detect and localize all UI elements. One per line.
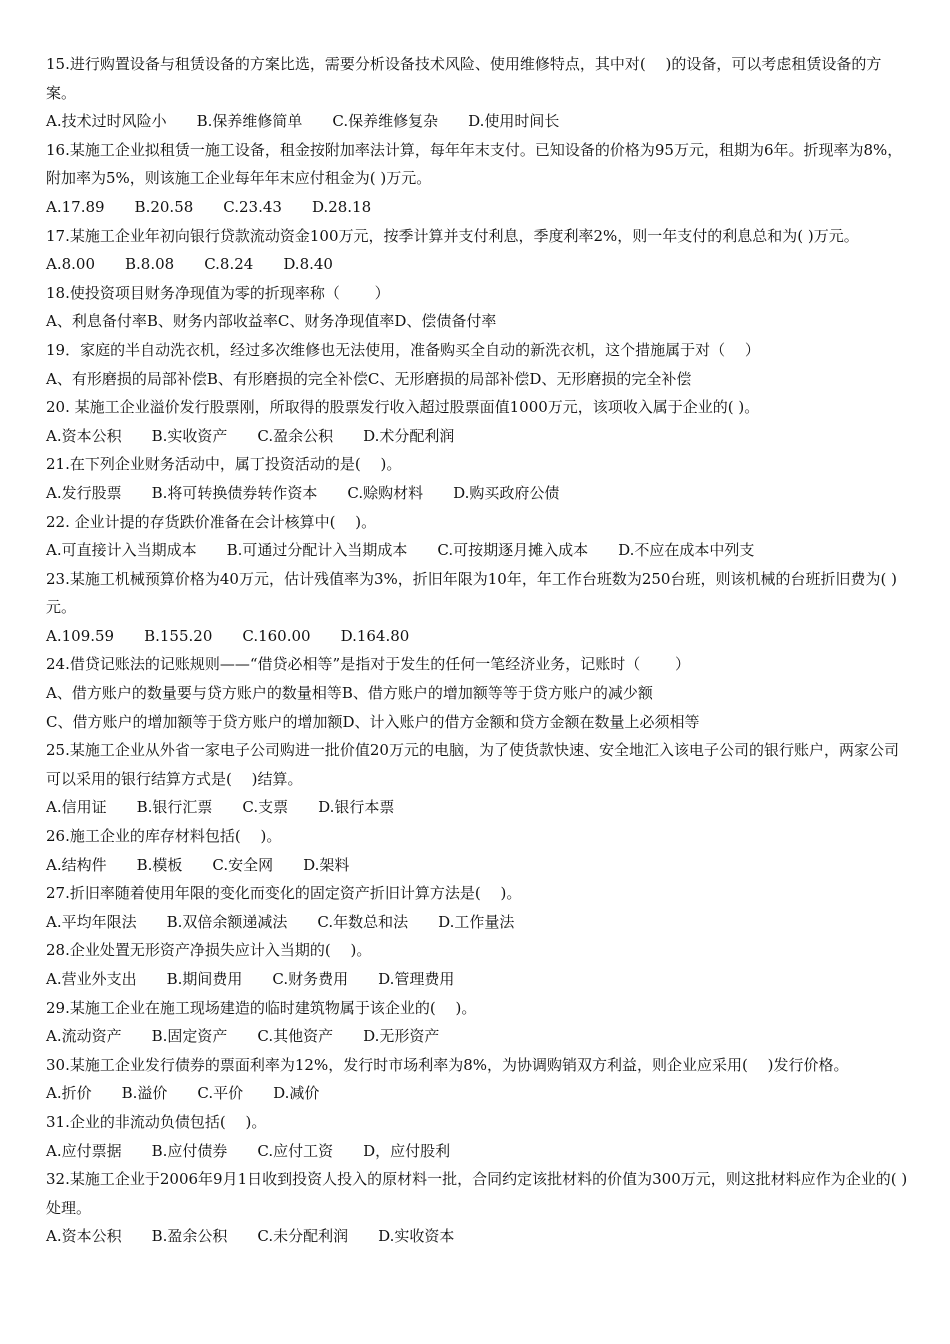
option: A.资本公积: [46, 1227, 122, 1246]
option: C.盈余公积: [257, 426, 334, 445]
option: B.固定资产: [151, 1027, 228, 1046]
question-stem: 23.某施工机械预算价格为40万元，估计残值率为3%，折旧年限为10年，年工作台班数为250台班，则该机械的台班折旧费为( )元。: [46, 569, 897, 617]
options-row: [46, 908, 908, 937]
question-stem: 15.进行购置设备与租赁设备的方案比选，需要分析设备技术风险、使用维修特点，其中对( )的设备，可以考虑租赁设备的方案。: [46, 55, 882, 102]
question-stem: 29.某施工企业在施工现场建造的临时建筑物属于该企业的( )。: [46, 998, 477, 1017]
option: A.应付票据: [46, 1141, 122, 1160]
option: C.平价: [197, 1084, 244, 1103]
options-line: A、利息备付率B、财务内部收益率C、财务净现值率D、偿债备付率: [46, 312, 497, 331]
question-stem: 17.某施工企业年初向银行贷款流动资金100万元，按季计算并支付利息，季度利率2%，则一年支付的利息总和为( )万元。: [46, 226, 859, 245]
option: C.8.24: [204, 255, 254, 274]
options-row: [46, 965, 908, 994]
question-stem: 27.折旧率随着使用年限的变化而变化的固定资产折旧计算方法是( )。: [46, 884, 522, 903]
option: A.资本公积: [46, 426, 122, 445]
options-row: [46, 1022, 908, 1051]
option: B.应付债券: [151, 1141, 228, 1160]
option: C.160.00: [242, 626, 311, 645]
option: D.28.18: [311, 197, 372, 216]
options-row: [46, 479, 908, 508]
option: C.可按期逐月摊入成本: [437, 541, 589, 560]
question-stem: 24.借贷记账法的记账规则——“借贷必相等”是指对于发生的任何一笔经济业务，记账时（ ）: [46, 655, 690, 674]
options-row: [46, 536, 908, 565]
options-line: A、借方账户的数量要与贷方账户的数量相等B、借方账户的增加额等等于贷方账户的减少额: [46, 684, 653, 703]
option: C.未分配利润: [257, 1227, 349, 1246]
options-row: [46, 851, 908, 880]
option: C.应付工资: [257, 1141, 334, 1160]
option: D.工作量法: [438, 912, 515, 931]
option: B.8.08: [125, 255, 175, 274]
option: C.财务费用: [272, 970, 349, 988]
option: A.8.00: [46, 255, 95, 274]
options-line: C、借方账户的增加额等于贷方账户的增加额D、计入账户的借方金额和贷方金额在数量上必须相等: [46, 712, 700, 731]
option: D.购买政府公债: [453, 483, 560, 502]
question-stem: 16.某施工企业拟租赁一施工设备，租金按附加率法计算，每年年末支付。已知设备的价格为95万元，租期为6年。折现率为8%，附加率为5%，则该施工企业每年年末应付租金为( )万元。: [46, 140, 903, 188]
option: A.营业外支出: [46, 970, 137, 988]
option: D.8.40: [283, 255, 333, 274]
option: D.使用时间长: [468, 112, 560, 131]
option: B.155.20: [144, 626, 213, 645]
option: D.减价: [273, 1084, 320, 1103]
options-row: [46, 793, 908, 822]
option: B.期间费用: [166, 970, 243, 988]
option: A.发行股票: [46, 483, 122, 502]
option: B.实收资产: [151, 426, 228, 445]
option: A.技术过时风险小: [46, 112, 167, 131]
option: B.将可转换债券转作资本: [151, 483, 318, 502]
option: C.支票: [242, 798, 289, 817]
option: D.管理费用: [378, 970, 455, 988]
option: A.结构件: [46, 855, 107, 874]
option: D.164.80: [340, 626, 410, 645]
option: C.其他资产: [257, 1027, 334, 1046]
option: A.17.89: [46, 197, 105, 216]
options-row: [46, 622, 908, 651]
options-row: [46, 1079, 908, 1108]
option: A.折价: [46, 1084, 92, 1103]
exam-page: [46, 50, 908, 1251]
option: B.模板: [136, 855, 183, 874]
option: D.不应在成本中列支: [618, 541, 755, 560]
options-row: [46, 1137, 908, 1166]
option: B.20.58: [134, 197, 194, 216]
question-stem: 30.某施工企业发行债券的票面利率为12%，发行时市场利率为8%，为协调购销双方利益，则企业应采用( )发行价格。: [46, 1055, 849, 1074]
option: C.23.43: [223, 197, 282, 216]
option: B.保养维修简单: [196, 112, 303, 131]
options-line: A、有形磨损的局部补偿B、有形磨损的完全补偿C、无形磨损的局部补偿D、无形磨损的完全补偿: [46, 369, 692, 388]
question-stem: 32.某施工企业于2006年9月1日收到投资人投入的原材料一批，合同约定该批材料的价值为300万元，则这批材料应作为企业的( )处理。: [46, 1170, 908, 1217]
question-stem: 22. 企业计提的存货跌价准备在会计核算中( )。: [46, 512, 377, 531]
question-stem: 19．家庭的半自动洗衣机，经过多次维修也无法使用，准备购买全自动的新洗衣机，这个措施属于对（ ）: [46, 340, 760, 359]
options-row: [46, 422, 908, 451]
question-stem: 20. 某施工企业溢价发行股票刚，所取得的股票发行收入超过股票面值1000万元，该项收入属于企业的( )。: [46, 398, 760, 417]
option: B.可通过分配计入当期成本: [226, 541, 408, 560]
question-stem: 26.施工企业的库存材料包括( )。: [46, 827, 282, 846]
option: C.安全网: [212, 855, 274, 874]
option: A.109.59: [46, 626, 115, 645]
option: D.实收资本: [378, 1227, 455, 1246]
question-stem: 25.某施工企业从外省一家电子公司购进一批价值20万元的电脑，为了使货款快速、安全地汇入该电子公司的银行账户，两家公司可以采用的银行结算方式是( )结算。: [46, 741, 899, 788]
option: A.平均年限法: [46, 912, 137, 931]
option: C.年数总和法: [317, 912, 409, 931]
option: A.流动资产: [46, 1027, 122, 1046]
option: D.无形资产: [363, 1027, 440, 1046]
option: D.银行本票: [318, 798, 395, 817]
question-stem: 18.使投资项目财务净现值为零的折现率称（ ）: [46, 283, 390, 302]
option: C.赊购材料: [347, 483, 424, 502]
option: B.银行汇票: [136, 798, 213, 817]
question-stem: 21.在下列企业财务活动中，属丁投资活动的是( )。: [46, 455, 402, 474]
option: B.双倍余额递减法: [166, 912, 288, 931]
question-stem: 28.企业处置无形资产净损失应计入当期的( )。: [46, 941, 372, 960]
option: D，应付股利: [363, 1141, 451, 1160]
options-row: [46, 107, 908, 136]
options-row: [46, 1222, 908, 1251]
option: D.架料: [303, 855, 350, 874]
option: A.信用证: [46, 798, 107, 817]
options-row: [46, 193, 908, 222]
options-row: [46, 250, 908, 279]
option: D.术分配利润: [363, 426, 455, 445]
option: B.盈余公积: [151, 1227, 228, 1246]
option: C.保养维修复杂: [332, 112, 439, 131]
question-stem: 31.企业的非流动负债包括( )。: [46, 1112, 267, 1131]
option: B.溢价: [121, 1084, 168, 1103]
option: A.可直接计入当期成本: [46, 541, 197, 560]
